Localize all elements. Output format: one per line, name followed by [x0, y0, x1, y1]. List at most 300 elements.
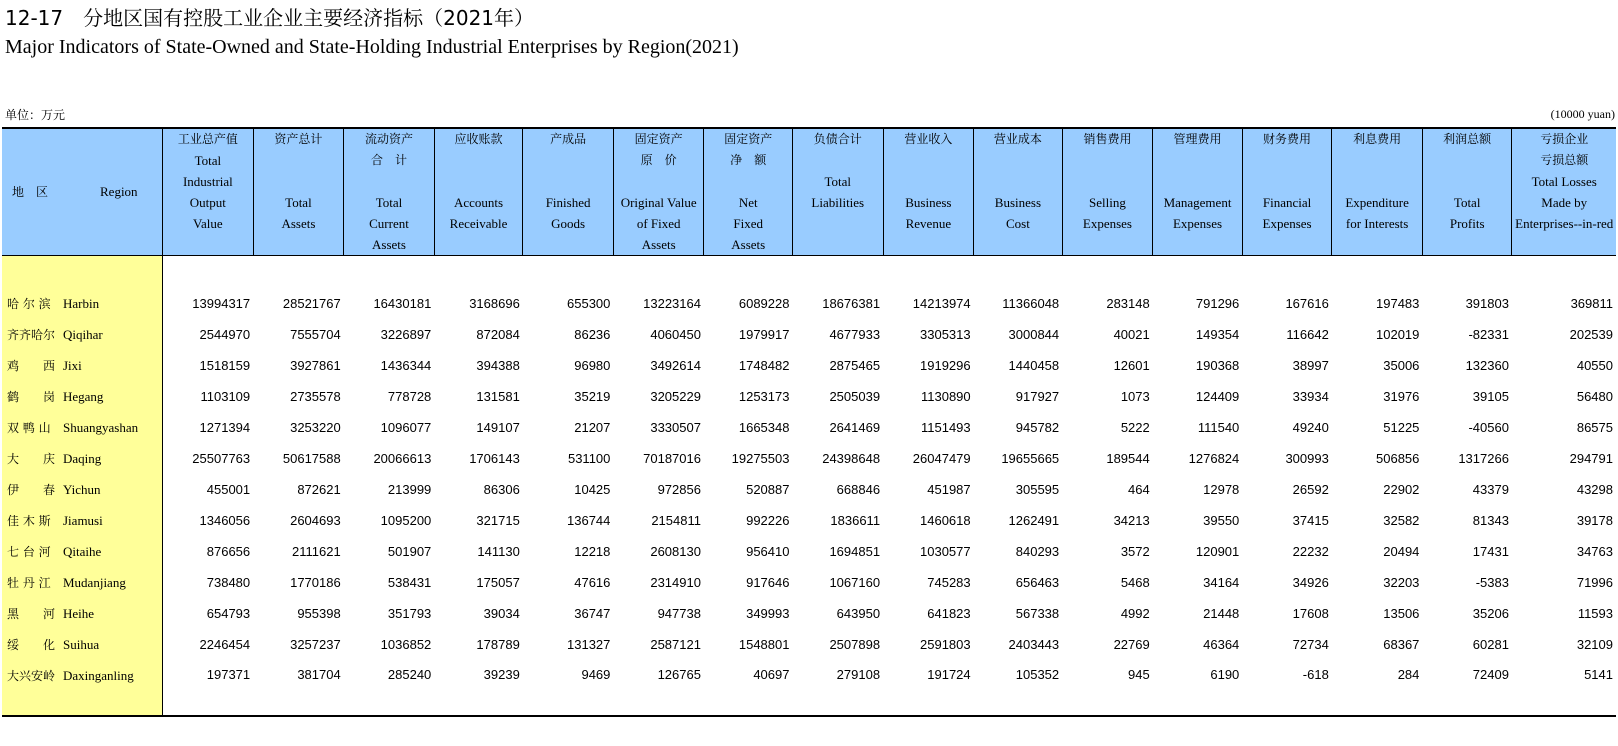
value-cell: 116642 — [1286, 327, 1329, 342]
value-cell: 2505039 — [829, 389, 881, 404]
value-cell: 1460618 — [920, 513, 971, 528]
value-cell: 68367 — [1383, 637, 1420, 652]
value-cell: 391803 — [1465, 296, 1509, 311]
column-header-en: Total — [375, 195, 403, 210]
value-cell: 124409 — [1195, 389, 1240, 404]
column-header-en: Assets — [731, 237, 766, 252]
column-header-en: Total — [194, 153, 222, 168]
column-header — [1332, 128, 1423, 256]
value-cell: 50617588 — [282, 451, 341, 466]
value-cell: 2314910 — [650, 575, 701, 590]
value-cell: 189544 — [1106, 451, 1150, 466]
value-cell: 369811 — [1570, 296, 1613, 311]
column-header-cn: 流动资产 — [365, 132, 414, 146]
region-name-cn: 七 台 河 — [7, 545, 51, 559]
column-header-en: Liabilities — [811, 195, 865, 210]
unit-label-chinese: 单位：万元 — [5, 108, 66, 122]
region-name-cn: 黑 河 — [7, 607, 56, 621]
value-cell: 872084 — [476, 327, 520, 342]
value-cell: 3492614 — [650, 358, 701, 373]
value-cell: 40697 — [704, 660, 793, 716]
value-cell: 3168696 — [469, 296, 520, 311]
value-cell: 31976 — [1383, 389, 1420, 404]
value-cell: 381704 — [253, 660, 344, 716]
value-cell: -5383 — [1475, 575, 1509, 590]
table-row — [2, 567, 1616, 598]
column-header-en — [254, 171, 344, 192]
column-header-en — [704, 171, 792, 192]
column-header-cn: 营业收入 — [904, 132, 953, 146]
value-cell: 3927861 — [290, 358, 341, 373]
column-header-en: Value — [193, 216, 223, 231]
value-cell: 668846 — [836, 482, 881, 497]
value-cell: 3226897 — [380, 327, 432, 342]
value-cell: 131327 — [567, 637, 611, 652]
value-cell: 35206 — [1472, 606, 1509, 621]
value-cell: 81343 — [1472, 513, 1509, 528]
value-cell: 1548801 — [738, 637, 790, 652]
value-cell: 955398 — [297, 606, 341, 621]
column-header-cn: 利息费用 — [1353, 132, 1402, 146]
region-name-en: Yichun — [63, 482, 101, 497]
value-cell: 1151493 — [920, 420, 971, 435]
value-cell: 18676381 — [822, 296, 881, 311]
value-cell: 10425 — [574, 482, 611, 497]
value-cell: 26047479 — [912, 451, 971, 466]
value-cell: 126765 — [613, 660, 704, 716]
column-header — [704, 128, 793, 256]
value-cell: 34164 — [1203, 575, 1240, 590]
value-cell: 2608130 — [650, 544, 701, 559]
value-cell: 38997 — [1292, 358, 1329, 373]
column-header-cn: 销售费用 — [1083, 132, 1132, 146]
column-header-en: Expenses — [1082, 216, 1132, 231]
table-row — [2, 350, 1616, 381]
table-row — [2, 381, 1616, 412]
column-header-cn: 原 价 — [640, 153, 677, 167]
value-cell: 1036852 — [380, 637, 432, 652]
value-cell: 284 — [1332, 660, 1423, 716]
column-header-en — [435, 150, 523, 171]
value-cell: 321715 — [476, 513, 520, 528]
column-header-cn: 财务费用 — [1263, 132, 1312, 146]
column-header-en — [614, 171, 704, 192]
column-header — [1062, 128, 1153, 256]
value-cell: 279108 — [792, 660, 883, 716]
column-header-cn: 营业成本 — [993, 132, 1042, 146]
value-cell: 538431 — [387, 575, 432, 590]
column-header-en: Business — [905, 195, 952, 210]
value-cell: 39034 — [483, 606, 520, 621]
value-cell: 283148 — [1106, 296, 1150, 311]
region-cell — [2, 629, 163, 660]
value-cell: 13223164 — [643, 296, 701, 311]
column-header-en: Total — [1453, 195, 1481, 210]
table-row — [2, 660, 1616, 716]
value-cell: 17608 — [1292, 606, 1329, 621]
value-cell: 2403443 — [1008, 637, 1060, 652]
table-row — [2, 598, 1616, 629]
column-header-en — [1423, 171, 1512, 192]
column-header — [253, 128, 344, 256]
column-header-en — [1153, 171, 1242, 192]
value-cell: 86306 — [483, 482, 520, 497]
value-cell: 49240 — [1292, 420, 1329, 435]
value-cell: 1103109 — [200, 389, 251, 404]
value-cell: 202539 — [1569, 327, 1613, 342]
column-header — [792, 128, 883, 256]
value-cell: 34926 — [1292, 575, 1329, 590]
column-header-en — [1243, 171, 1332, 192]
value-cell: 22232 — [1292, 544, 1329, 559]
table-row — [2, 629, 1616, 660]
column-header-en: Industrial — [182, 174, 233, 189]
value-cell: 51225 — [1383, 420, 1420, 435]
value-cell: 1694851 — [829, 544, 881, 559]
region-name-cn: 绥 化 — [7, 638, 56, 652]
column-header-en: Expenses — [1172, 216, 1223, 231]
table-row — [2, 505, 1616, 536]
value-cell: 945782 — [1015, 420, 1060, 435]
column-header — [1153, 128, 1243, 256]
column-header-en: Enterprises--in-red — [1515, 216, 1614, 231]
column-header-en — [1063, 171, 1153, 192]
value-cell: 876656 — [206, 544, 251, 559]
column-header-en — [1332, 171, 1422, 192]
value-cell: 12601 — [1113, 358, 1150, 373]
value-cell: 175057 — [476, 575, 520, 590]
value-cell: 5141 — [1512, 660, 1616, 716]
value-cell: 1770186 — [290, 575, 341, 590]
table-row — [2, 288, 1616, 319]
column-header-cn: 利润总额 — [1443, 132, 1492, 146]
value-cell: 17431 — [1472, 544, 1509, 559]
value-cell: 4677933 — [829, 327, 881, 342]
value-cell: 20494 — [1383, 544, 1420, 559]
column-header-cn: 亏损企业 — [1540, 132, 1589, 146]
value-cell: 1317266 — [1458, 451, 1509, 466]
value-cell: 2641469 — [829, 420, 881, 435]
column-header-en: Total — [824, 174, 852, 189]
value-cell: 120901 — [1195, 544, 1240, 559]
value-cell: 60281 — [1472, 637, 1509, 652]
value-cell: 33934 — [1292, 389, 1329, 404]
region-name-en: Qitaihe — [63, 544, 102, 559]
region-cell — [2, 567, 163, 598]
value-cell: 972856 — [657, 482, 701, 497]
value-cell: 1067160 — [829, 575, 881, 590]
value-cell: 24398648 — [822, 451, 881, 466]
value-cell: 2604693 — [290, 513, 341, 528]
value-cell: 136744 — [567, 513, 611, 528]
column-header-cn: 产成品 — [550, 132, 587, 146]
table-title-chinese: 12-17 分地区国有控股工业企业主要经济指标（2021年） — [5, 6, 535, 30]
value-cell: 945 — [1062, 660, 1153, 716]
value-cell: 72734 — [1292, 637, 1329, 652]
value-cell: 71996 — [1576, 575, 1613, 590]
value-cell: 1706143 — [469, 451, 520, 466]
column-header-en: Receivable — [449, 216, 508, 231]
value-cell: 13506 — [1383, 606, 1420, 621]
region-name-en: Suihua — [63, 637, 100, 652]
region-name-en: Jiamusi — [63, 513, 103, 528]
value-cell: 40021 — [1113, 327, 1150, 342]
column-header — [974, 128, 1063, 256]
table-row — [2, 319, 1616, 350]
value-cell: -82331 — [1468, 327, 1509, 342]
column-header-cn: 资产总计 — [274, 132, 323, 146]
column-header-en: Assets — [641, 237, 676, 252]
region-column-header — [2, 128, 163, 256]
column-header-en — [1243, 150, 1332, 171]
column-header — [1422, 128, 1512, 256]
region-cell — [2, 660, 163, 716]
value-cell: 149107 — [476, 420, 520, 435]
column-header-cn: 负债合计 — [813, 132, 862, 146]
value-cell: 2246454 — [199, 637, 251, 652]
region-name-en: Daqing — [63, 451, 102, 466]
value-cell: 1073 — [1120, 389, 1150, 404]
value-cell: 2507898 — [829, 637, 881, 652]
value-cell: 34763 — [1576, 544, 1613, 559]
value-cell: 1130890 — [920, 389, 971, 404]
column-header-cn: 应收账款 — [454, 132, 503, 146]
unit-label-english: (10000 yuan) — [1550, 107, 1615, 121]
value-cell: 643950 — [836, 606, 881, 621]
column-header-en: of Fixed — [636, 216, 681, 231]
region-name-en: Hegang — [63, 389, 104, 404]
value-cell: 4992 — [1120, 606, 1150, 621]
column-header-en — [1423, 150, 1512, 171]
value-cell: 3257237 — [290, 637, 341, 652]
column-header — [883, 128, 974, 256]
region-name-cn: 佳 木 斯 — [7, 514, 51, 528]
value-cell: 3205229 — [650, 389, 701, 404]
value-cell: -618 — [1242, 660, 1332, 716]
value-cell: 738480 — [206, 575, 251, 590]
value-cell: 2875465 — [829, 358, 881, 373]
value-cell: 72409 — [1422, 660, 1512, 716]
value-cell: 394388 — [476, 358, 520, 373]
region-name-cn: 大兴安岭 — [7, 669, 56, 683]
value-cell: 349993 — [746, 606, 790, 621]
region-name-en: Qiqihar — [63, 327, 103, 342]
value-cell: 22902 — [1383, 482, 1420, 497]
value-cell: 654793 — [206, 606, 251, 621]
region-name-en: Jixi — [63, 358, 82, 373]
column-header-en: for Interests — [1345, 216, 1409, 231]
column-header-en: Revenue — [905, 216, 952, 231]
column-header-en: Fixed — [733, 216, 764, 231]
column-header — [523, 128, 614, 256]
value-cell: 32203 — [1383, 575, 1420, 590]
value-cell: 3330507 — [650, 420, 701, 435]
value-cell: 745283 — [927, 575, 971, 590]
value-cell: 21207 — [574, 420, 611, 435]
value-cell: 47616 — [574, 575, 611, 590]
value-cell: 4060450 — [650, 327, 701, 342]
value-cell: 956410 — [746, 544, 790, 559]
column-header-en: Selling — [1089, 195, 1126, 210]
value-cell: 5222 — [1120, 420, 1150, 435]
region-name-cn: 牡 丹 江 — [7, 576, 51, 590]
value-cell: 86236 — [574, 327, 611, 342]
column-header-en: Expenditure — [1345, 195, 1409, 210]
region-name-cn: 大 庆 — [7, 452, 56, 466]
value-cell: 102019 — [1376, 327, 1420, 342]
column-header — [344, 128, 435, 256]
value-cell: 5468 — [1120, 575, 1150, 590]
value-cell: 86575 — [1576, 420, 1613, 435]
value-cell: 39105 — [1472, 389, 1509, 404]
value-cell: 501907 — [387, 544, 432, 559]
column-header-cn: 管理费用 — [1173, 132, 1222, 146]
table-row — [2, 474, 1616, 505]
value-cell: 947738 — [657, 606, 701, 621]
value-cell: 43379 — [1472, 482, 1509, 497]
column-header — [163, 128, 254, 256]
table-row — [2, 443, 1616, 474]
column-header-en: Assets — [281, 216, 316, 231]
value-cell: 1346056 — [199, 513, 251, 528]
value-cell: 11366048 — [1002, 296, 1060, 311]
value-cell: 6190 — [1153, 660, 1243, 716]
column-header-en — [1063, 150, 1153, 171]
column-header-en — [974, 171, 1062, 192]
value-cell: 3305313 — [920, 327, 971, 342]
value-cell: 3000844 — [1008, 327, 1060, 342]
value-cell: 455001 — [206, 482, 251, 497]
region-cell — [2, 474, 163, 505]
region-name-cn: 鸡 西 — [7, 359, 56, 373]
value-cell: 35006 — [1383, 358, 1420, 373]
region-header-cn: 地 区 — [12, 185, 49, 199]
region-cell — [2, 350, 163, 381]
column-header-en: Management — [1163, 195, 1232, 210]
column-header-en: Total Losses — [1531, 174, 1597, 189]
column-header-en: Current — [369, 216, 409, 231]
region-name-cn: 双 鸭 山 — [7, 421, 51, 435]
value-cell: 197371 — [163, 660, 254, 716]
value-cell: 25507763 — [192, 451, 251, 466]
column-header-cn: 净 额 — [730, 153, 767, 167]
value-cell: 1271394 — [199, 420, 251, 435]
value-cell: 451987 — [927, 482, 971, 497]
column-header-en — [254, 150, 344, 171]
value-cell: 655300 — [567, 296, 611, 311]
value-cell: 39239 — [434, 660, 523, 716]
value-cell: 111540 — [1197, 420, 1240, 435]
value-cell: 12218 — [574, 544, 611, 559]
value-cell: 2587121 — [650, 637, 701, 652]
value-cell: 178789 — [476, 637, 520, 652]
region-cell — [2, 536, 163, 567]
value-cell: 1518159 — [199, 358, 251, 373]
value-cell: 56480 — [1576, 389, 1613, 404]
column-header-en — [1153, 150, 1242, 171]
value-cell: 141130 — [477, 544, 520, 559]
value-cell: 105352 — [974, 660, 1063, 716]
indicators-table — [2, 127, 1616, 717]
value-cell: 34213 — [1113, 513, 1150, 528]
value-cell: 1440458 — [1008, 358, 1060, 373]
value-cell: 39178 — [1576, 513, 1613, 528]
value-cell: 6089228 — [738, 296, 790, 311]
value-cell: 1262491 — [1008, 513, 1060, 528]
value-cell: 191724 — [883, 660, 974, 716]
value-cell: 464 — [1128, 482, 1150, 497]
column-header-en: Made by — [1541, 195, 1588, 210]
value-cell: 872621 — [297, 482, 341, 497]
region-cell — [2, 381, 163, 412]
value-cell: 791296 — [1195, 296, 1240, 311]
value-cell: 197483 — [1376, 296, 1420, 311]
column-header-en — [435, 171, 523, 192]
column-header-en — [344, 171, 434, 192]
value-cell: -40560 — [1468, 420, 1509, 435]
column-header-en — [884, 171, 974, 192]
value-cell: 70187016 — [643, 451, 701, 466]
value-cell: 1095200 — [380, 513, 432, 528]
value-cell: 2154811 — [651, 513, 701, 528]
column-header-en — [1332, 150, 1422, 171]
value-cell: 1030577 — [920, 544, 971, 559]
region-name-en: Shuangyashan — [63, 420, 139, 435]
value-cell: 520887 — [746, 482, 790, 497]
column-header-en — [523, 171, 613, 192]
column-header — [1242, 128, 1332, 256]
value-cell: 26592 — [1292, 482, 1329, 497]
value-cell: 132360 — [1465, 358, 1509, 373]
value-cell: 43298 — [1576, 482, 1613, 497]
value-cell: 2544970 — [199, 327, 251, 342]
value-cell: 9469 — [523, 660, 614, 716]
column-header-cn: 固定资产 — [724, 132, 773, 146]
column-header-en: Goods — [551, 216, 586, 231]
table-body — [2, 256, 1616, 717]
value-cell: 294791 — [1569, 451, 1613, 466]
value-cell: 285240 — [344, 660, 435, 716]
column-header-cn: 亏损总额 — [1540, 153, 1589, 167]
value-cell: 20066613 — [373, 451, 432, 466]
value-cell: 1979917 — [738, 327, 790, 342]
table-row — [2, 536, 1616, 567]
value-cell: 167616 — [1285, 296, 1329, 311]
value-cell: 917927 — [1015, 389, 1060, 404]
region-name-en: Heihe — [63, 606, 95, 621]
column-header-en — [974, 150, 1062, 171]
value-cell: 641823 — [927, 606, 971, 621]
value-cell: 305595 — [1015, 482, 1060, 497]
region-cell — [2, 319, 163, 350]
column-header-en: Business — [994, 195, 1042, 210]
column-header-en: Output — [189, 195, 226, 210]
value-cell: 1836611 — [830, 513, 881, 528]
column-header-en — [884, 150, 974, 171]
value-cell: 39550 — [1203, 513, 1240, 528]
value-cell: 32109 — [1576, 637, 1613, 652]
column-header-cn: 合 计 — [371, 153, 408, 167]
value-cell: 1253173 — [738, 389, 790, 404]
value-cell: 1436344 — [380, 358, 432, 373]
column-header-cn: 固定资产 — [634, 132, 683, 146]
table-title-english: Major Indicators of State-Owned and State-Holding Industrial Enterprises by Region(2021) — [5, 36, 739, 58]
value-cell: 506856 — [1376, 451, 1420, 466]
value-cell: 35219 — [574, 389, 611, 404]
column-header-en: Assets — [372, 237, 406, 252]
table-header-row — [2, 128, 1616, 256]
region-name-cn: 鹤 岗 — [7, 390, 56, 404]
